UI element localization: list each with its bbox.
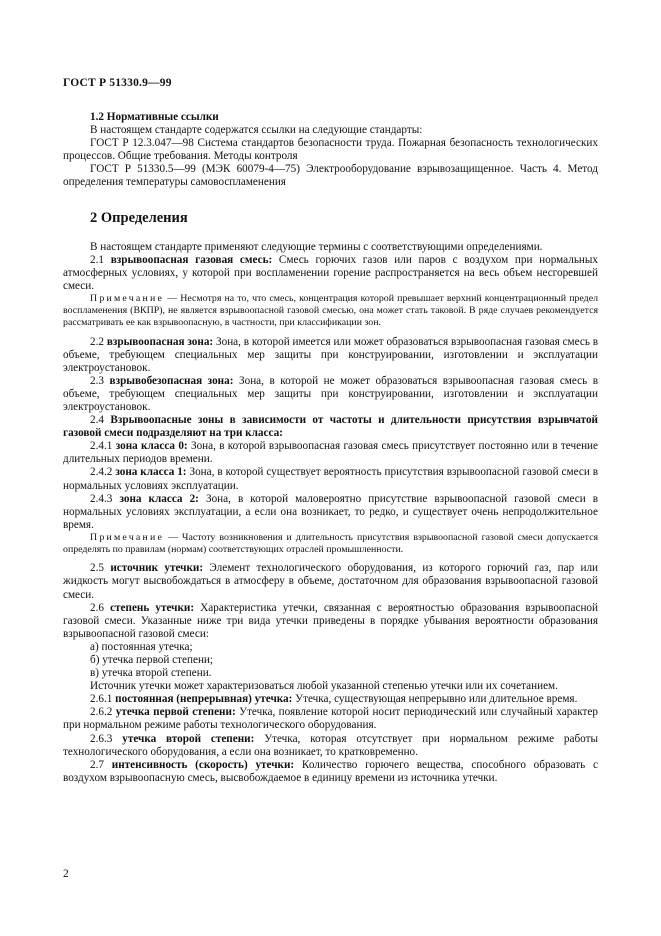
- section-1-2-intro: В настоящем стандарте содержатся ссылки на следующие стандарты:: [90, 124, 423, 137]
- list-item: в) утечка второй степени.: [90, 667, 212, 680]
- list-item: а) постоянная утечка;: [90, 640, 193, 653]
- document-code-header: ГОСТ Р 51330.9—99: [63, 77, 172, 89]
- definition-2-7: 2.7 интенсивность (скорость) утечки: Количество горючего вещества, способного образовать с воздухом взрывоопасную смесь, высвобождаемое в единицу времени из источника утечки.: [63, 758, 599, 784]
- section-1-2-title: 1.2 Нормативные ссылки: [90, 111, 219, 123]
- definition-2-6-3: 2.6.3 утечка второй степени: Утечка, которая отсутствует при нормальном режиме работы технологического оборудования, а если она возникает, то кратковременно.: [63, 732, 598, 758]
- definition-2-4-2: 2.4.2 зона класса 1: Зона, в которой существует вероятность присутствия взрывоопасной газовой смеси в нормальных условиях эксплуатации.: [63, 466, 599, 492]
- section-2-heading: 2 Определения: [90, 209, 188, 226]
- definition-2-4-3: 2.4.3 зона класса 2: Зона, в которой маловероятно присутствие взрывоопасной газовой смеси в нормальных условиях эксплуатации, а если она возникает, то редко, и существует очень непродолжительное время.: [63, 492, 599, 531]
- page-number: 2: [63, 868, 69, 880]
- list-item: б) утечка первой степени;: [90, 654, 214, 667]
- definition-2-2: 2.2 взрывоопасная зона: Зона, в которой имеется или может образоваться взрывоопасная газовая смесь в объеме, требующем специальных мер защиты при конструировании, изготовлении и эксплуатации электроустановок.: [63, 335, 599, 374]
- reference-item: ГОСТ Р 12.3.047—98 Система стандартов безопасности труда. Пожарная безопасность технологических процессов. Общие требования. Методы контроля: [63, 137, 598, 163]
- note-1: Примечание — Несмотря на то, что смесь, концентрация которой превышает верхний концентрационный предел воспламенения (ВКПР), не является взрывоопасной газовой смесью, она может стать таковой. В ряде случаев рекомендуется рассматривать ее как взрывоопасную, в частности, при классификации зон.: [63, 292, 598, 329]
- definition-2-1: 2.1 взрывоопасная газовая смесь: Смесь горючих газов или паров с воздухом при нормальных атмосферных условиях, у которой при воспламенении горение распространяется на весь объем несгоревшей смеси.: [63, 253, 599, 292]
- definition-2-3: 2.3 взрывобезопасная зона: Зона, в которой не может образоваться взрывоопасная газовая смесь в объеме, требующем специальных мер защиты при конструировании, изготовлении и эксплуатации электроустановок.: [63, 374, 599, 414]
- definition-2-6: 2.6 степень утечки: Характеристика утечки, связанная с вероятностью образования взрывоопасной газовой смеси. Указанные ниже три вида утечки приведены в порядке убывания вероятности образования взрывоопасной газовой смеси:: [63, 601, 599, 640]
- definition-2-4-1: 2.4.1 зона класса 0: Зона, в которой взрывоопасная газовая смесь присутствует постоянно или в течение длительных периодов времени.: [63, 440, 599, 466]
- reference-item: ГОСТ Р 51330.5—99 (МЭК 60079-4—75) Электрооборудование взрывозащищенное. Часть 4. Метод определения температуры самовоспламенения: [63, 163, 598, 189]
- section-2-intro: В настоящем стандарте применяют следующие термины с соответствующими определениями.: [90, 240, 543, 253]
- document-body: [63, 111, 598, 785]
- definition-2-6-2: 2.6.2 утечка первой степени: Утечка, появление которой носит периодический или случайный характер при нормальном режиме работы технологического оборудования.: [63, 706, 598, 732]
- note-2: Примечание — Частоту возникновения и длительность присутствия взрывоопасной газовой смеси допускается определять по правилам (нормам) соответствующих отраслей промышленности.: [63, 531, 598, 556]
- paragraph-2-6-after: Источник утечки может характеризоваться любой указанной степенью утечки или их сочетанием.: [90, 680, 558, 693]
- definition-2-4: 2.4 Взрывоопасные зоны в зависимости от частоты и длительности присутствия взрывчатой газовой смеси подразделяют на три класса:: [63, 414, 598, 440]
- definition-2-6-1: 2.6.1 постоянная (непрерывная) утечка: Утечка, существующая непрерывно или длительное время.: [90, 693, 578, 706]
- definition-2-5: 2.5 источник утечки: Элемент технологического оборудования, из которого горючий газ, пар или жидкость могут высвобождаться в атмосферу в объеме, достаточном для образования взрывоопасной газовой смеси.: [63, 562, 599, 601]
